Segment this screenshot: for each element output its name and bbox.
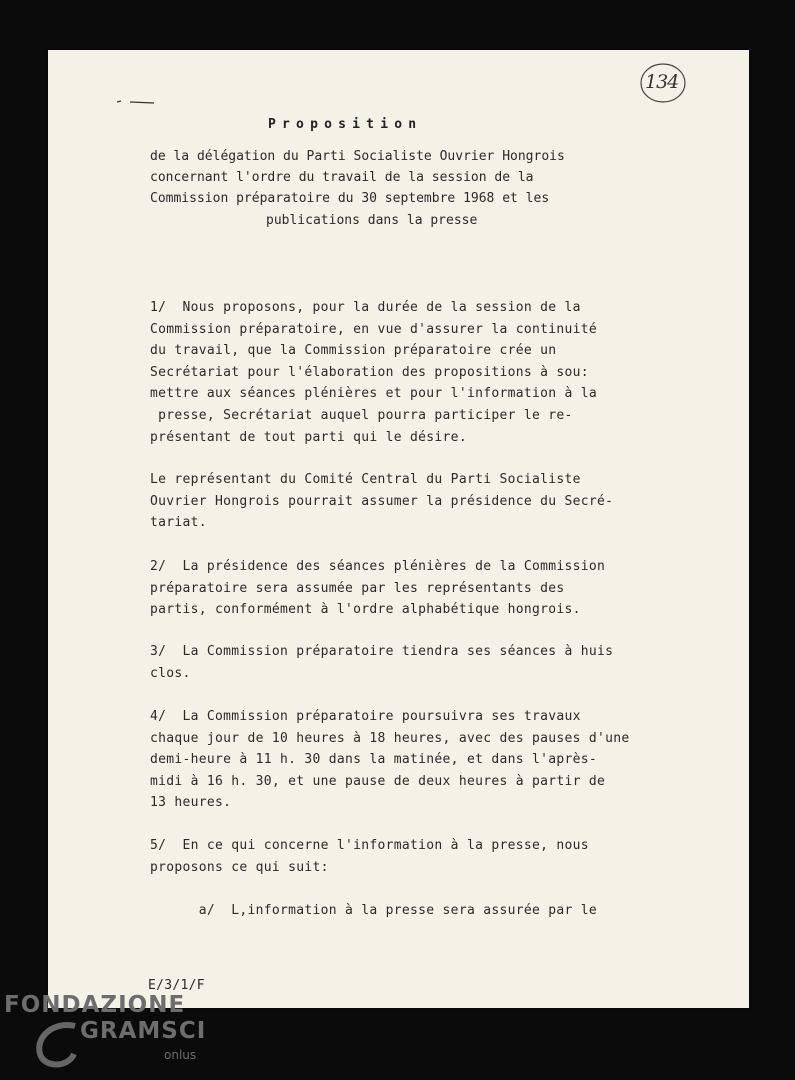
paragraph-line: chaque jour de 10 heures à 18 heures, avec des pauses d'une [150,730,630,746]
paragraph-line: 1/ Nous proposons, pour la durée de la session de la [150,300,581,315]
document-title: Proposition [268,117,423,132]
watermark-line1: FONDAZIONE [4,992,186,1018]
watermark-logo [4,988,207,1080]
paragraph-line: presse, Secrétariat auquel pourra participer le re- [150,408,573,423]
paragraph-line: proposons ce qui suit: [150,859,329,875]
subtitle-line: de la délégation du Parti Socialiste Ouvrier Hongrois [150,149,565,164]
paragraph-line: partis, conformément à l'ordre alphabétique hongrois. [150,602,581,618]
paragraph-line: tariat. [150,515,207,531]
watermark-line3: onlus [164,1048,197,1062]
pen-mark [116,99,156,105]
paragraph-line: mettre aux séances plénières et pour l'information à la [150,386,597,402]
subtitle-line: Commission préparatoire du 30 septembre 1968 et les [150,191,550,206]
paragraph-line: préparatoire sera assumée par les représentants des [150,580,565,596]
watermark-line2: GRAMSCI [80,1018,207,1044]
subtitle-line: concernant l'ordre du travail de la session de la [150,170,534,185]
paragraph-line: midi à 16 h. 30, et une pause de deux heures à partir de [150,773,606,789]
paragraph-line: 13 heures. [150,795,232,811]
paragraph-line: 2/ La présidence des séances plénières de la Commission [150,559,606,574]
paragraph-line: 5/ En ce qui concerne l'information à la presse, nous [150,838,589,853]
subtitle-line: publications dans la presse [266,213,478,228]
page-number: 134 [645,71,679,93]
paragraph-line: a/ L,information à la presse sera assurée par le [150,903,597,918]
paragraph-line: présentant de tout parti qui le désire. [150,429,467,445]
paragraph-line: clos. [150,665,191,681]
paragraph-line: demi-heure à 11 h. 30 dans la matinée, et dans l'après- [150,752,597,768]
handwritten-page-number [639,62,687,104]
reference-code: E/3/1/F [148,978,205,993]
paragraph-line: 4/ La Commission préparatoire poursuivra ses travaux [150,709,581,724]
paragraph-line: Commission préparatoire, en vue d'assurer la continuité [150,321,597,337]
paragraph-line: 3/ La Commission préparatoire tiendra ses séances à huis [150,644,614,659]
paragraph-line: du travail, que la Commission préparatoire crée un [150,343,557,359]
paragraph-line: Ouvrier Hongrois pourrait assumer la présidence du Secré- [150,493,614,509]
paragraph-line: Secrétariat pour l'élaboration des propositions à sou: [150,364,589,380]
paragraph-line: Le représentant du Comité Central du Parti Socialiste [150,472,581,487]
